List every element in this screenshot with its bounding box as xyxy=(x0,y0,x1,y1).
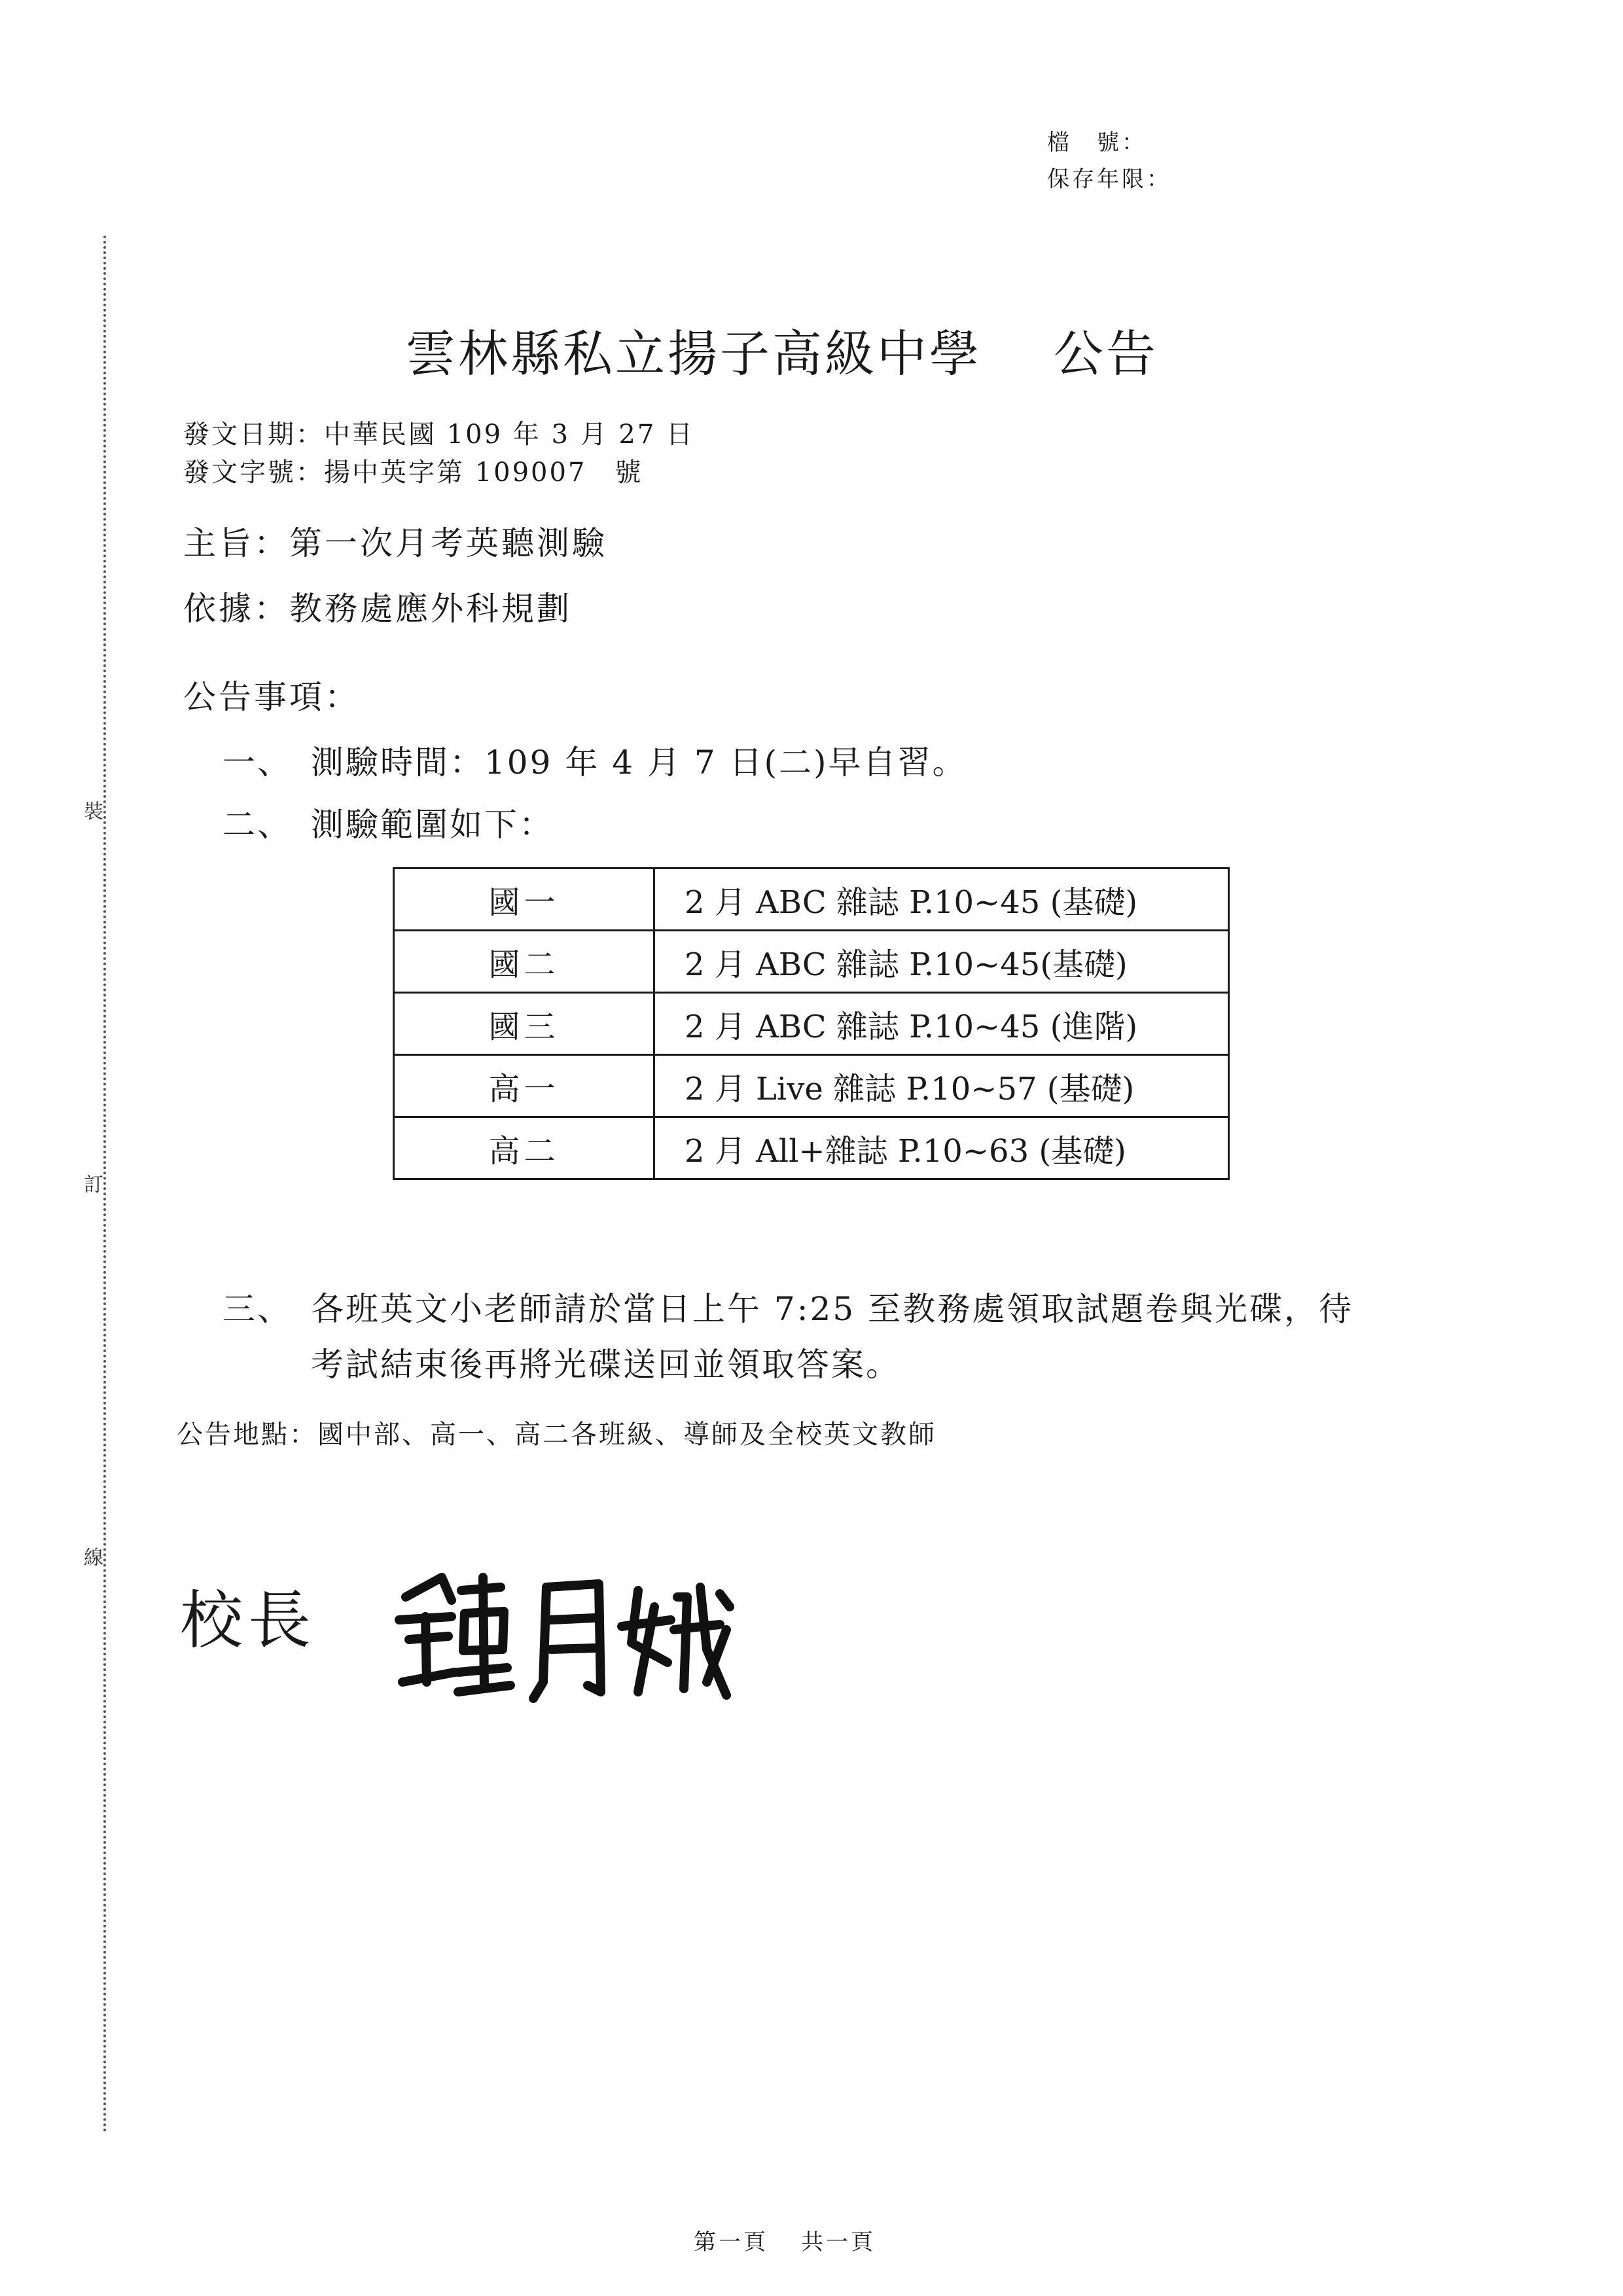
principal-signature xyxy=(380,1551,772,1708)
page-number: 第一頁 xyxy=(694,2229,768,2255)
range-cell: 2 月 ABC 雜誌 P.10~45 (進階) xyxy=(654,993,1229,1055)
document-type: 公告 xyxy=(1054,325,1158,383)
binding-mark-zhuang: 裝 xyxy=(84,800,103,823)
table-row xyxy=(394,1117,1229,1179)
notice-item-2 xyxy=(223,798,554,846)
class-cell: 高一 xyxy=(394,1055,654,1117)
school-name: 雲林縣私立揚子高級中學 xyxy=(406,325,982,383)
retention-period-label: 保存年限： xyxy=(1047,166,1171,192)
notice-item-3-continuation: 考試結束後再將光碟送回並領取答案。 xyxy=(311,1346,901,1384)
class-cell: 國三 xyxy=(394,993,654,1055)
posting-location: 公告地點：國中部、高一、高二各班級、導師及全校英文教師 xyxy=(177,1420,936,1450)
class-cell: 國二 xyxy=(394,931,654,993)
basis-line: 依據：教務處應外科規劃 xyxy=(183,590,572,628)
table-row xyxy=(394,869,1229,931)
notice-items-heading: 公告事項： xyxy=(183,678,360,716)
item-text: 各班英文小老師請於當日上午 7:25 至教務處領取試題卷與光碟，待 xyxy=(311,1290,1354,1328)
range-cell: 2 月 All+雜誌 P.10~63 (基礎) xyxy=(654,1117,1229,1179)
issue-reference-number: 發文字號：揚中英字第 109007 號 xyxy=(183,457,643,488)
principal-label: 校長 xyxy=(180,1584,316,1657)
binding-mark-xian: 線 xyxy=(84,1547,103,1570)
table-row xyxy=(394,993,1229,1055)
range-cell: 2 月 Live 雜誌 P.10~57 (基礎) xyxy=(654,1055,1229,1117)
table-row xyxy=(394,1055,1229,1117)
binding-mark-ding: 訂 xyxy=(84,1174,103,1196)
table-row xyxy=(394,931,1229,993)
page-total: 共一頁 xyxy=(801,2229,876,2255)
issue-date: 發文日期：中華民國 109 年 3 月 27 日 xyxy=(183,420,694,450)
issue-meta xyxy=(183,416,694,492)
subject-line: 主旨：第一次月考英聽測驗 xyxy=(183,524,607,562)
class-cell: 國一 xyxy=(394,869,654,931)
item-text: 測驗時間：109 年 4 月 7 日(二)早自習。 xyxy=(311,744,967,781)
file-number-label: 檔 號： xyxy=(1047,130,1147,156)
range-cell: 2 月 ABC 雜誌 P.10~45(基礎) xyxy=(654,931,1229,993)
binding-dotted-line xyxy=(103,236,106,2134)
notice-item-1 xyxy=(223,736,967,783)
range-cell: 2 月 ABC 雜誌 P.10~45 (基礎) xyxy=(654,869,1229,931)
document-title xyxy=(406,314,1158,386)
file-info-block xyxy=(1047,124,1171,198)
item-number: 三、 xyxy=(223,1290,292,1328)
notice-item-3 xyxy=(223,1283,1353,1330)
item-number: 一、 xyxy=(223,744,292,781)
item-number: 二、 xyxy=(223,806,292,844)
item-text: 測驗範圍如下： xyxy=(311,806,554,844)
class-cell: 高二 xyxy=(394,1117,654,1179)
page-footer xyxy=(694,2224,876,2256)
exam-range-table xyxy=(393,867,1230,1180)
